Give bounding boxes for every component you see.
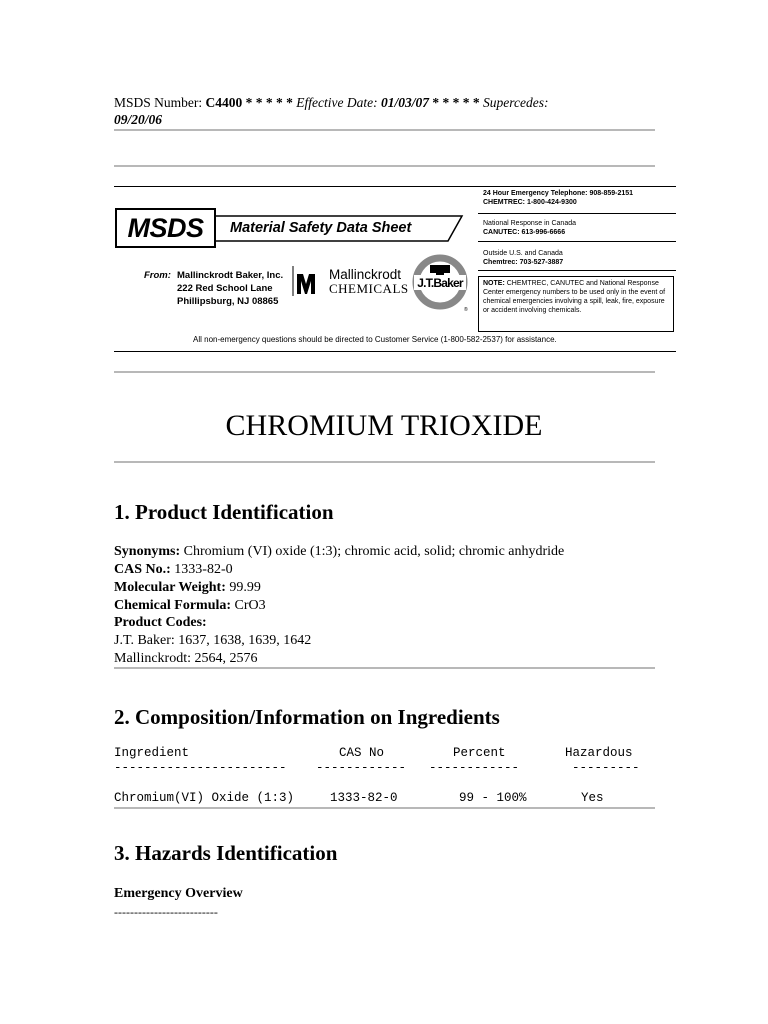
product-codes-mallinckrodt: Mallinckrodt: 2564, 2576: [114, 651, 258, 666]
field-label: Synonyms:: [114, 544, 181, 559]
product-codes-jtbaker: J.T. Baker: 1637, 1638, 1639, 1642: [114, 633, 312, 648]
banner-bottom-rule: [114, 351, 676, 352]
effective-date-label: Effective Date:: [296, 95, 378, 110]
section-heading: 1. Product Identification: [114, 500, 334, 524]
note-text: CHEMTREC, CANUTEC and National Response Center emergency numbers to be used only in the event of chemical emergencies involving a spill, leak, fire, exposure or accident involving chemicals.: [483, 280, 666, 314]
non-emergency-note: All non-emergency questions should be directed to Customer Service (1-800-582-2537) for assistance.: [193, 335, 557, 344]
emergency-phone: [483, 189, 633, 207]
column-dashes: ------------: [316, 761, 407, 775]
supercedes-date: 09/20/06: [114, 112, 163, 127]
column-header-cas: CAS No: [339, 746, 385, 760]
field-value: CrO3: [234, 598, 266, 613]
from-label: From:: [144, 270, 171, 281]
column-header-percent: Percent: [453, 746, 506, 760]
table-cell-cas: 1333-82-0: [330, 791, 398, 805]
product-codes-label: [114, 614, 207, 632]
mallinckrodt-logo-icon: [291, 266, 319, 296]
column-header-hazardous: Hazardous: [565, 746, 633, 760]
field-label: CAS No.:: [114, 562, 171, 577]
mallinckrodt-sub: CHEMICALS: [329, 281, 409, 296]
effective-date: 01/03/07: [380, 95, 429, 110]
banner-top-rule: [114, 186, 676, 187]
field-label: Product Codes:: [114, 615, 207, 630]
emergency-divider: [478, 241, 676, 242]
msds-logo: MSDS: [115, 208, 216, 248]
column-header-ingredient: Ingredient: [114, 746, 190, 760]
field-label: Molecular Weight:: [114, 580, 226, 595]
address-line: Phillipsburg, NJ 08865: [177, 296, 279, 307]
column-dashes: ---------: [572, 761, 640, 775]
column-dashes: -----------------------: [114, 761, 287, 775]
divider: [114, 667, 655, 669]
address-line: 222 Red School Lane: [177, 283, 273, 294]
note-box: [478, 276, 674, 332]
address-line: Mallinckrodt Baker, Inc.: [177, 270, 284, 281]
emergency-line: Chemtrec: 703-527-3887: [483, 259, 564, 266]
table-cell-hazardous: Yes: [581, 791, 604, 805]
jtbaker-logo-icon: [412, 253, 468, 313]
divider: [114, 371, 655, 373]
molecular-weight-row: [114, 579, 261, 597]
outside-response: [483, 249, 563, 267]
table-cell-ingredient: Chromium(VI) Oxide (1:3): [114, 791, 295, 805]
emergency-divider: [478, 213, 676, 214]
formula-row: [114, 597, 266, 615]
svg-text:®: ®: [464, 307, 468, 313]
mallinckrodt-wordmark: [329, 268, 409, 296]
divider: [114, 807, 655, 809]
msds-number: C4400: [205, 95, 243, 110]
field-value: 99.99: [229, 580, 261, 595]
subheading: Emergency Overview: [114, 886, 243, 901]
document-title: CHROMIUM TRIOXIDE: [225, 409, 543, 442]
separator-stars: * * * * *: [245, 95, 293, 110]
emergency-overview-heading: [114, 885, 243, 903]
section-heading: 2. Composition/Information on Ingredients: [114, 705, 500, 729]
supercedes-label: Supercedes:: [483, 95, 549, 110]
msds-number-label: MSDS Number:: [114, 95, 203, 110]
divider: [114, 461, 655, 463]
emergency-line: CANUTEC: 613-996-6666: [483, 229, 566, 236]
from-address: [144, 270, 284, 307]
field-value: Chromium (VI) oxide (1:3); chromic acid, solid; chromic anhydride: [183, 544, 565, 559]
emergency-line: Outside U.S. and Canada: [483, 250, 563, 257]
jtbaker-wordmark: J.T.Baker: [417, 276, 463, 290]
table-cell-percent: 99 - 100%: [459, 791, 527, 805]
canada-response: [483, 219, 576, 237]
divider: [114, 129, 655, 131]
cas-row: [114, 561, 233, 579]
column-dashes: ------------: [429, 761, 520, 775]
separator-stars: * * * * *: [432, 95, 480, 110]
sheet-title: Material Safety Data Sheet: [230, 220, 412, 236]
emergency-divider: [478, 270, 676, 271]
divider: [114, 165, 655, 167]
field-value: 1333-82-0: [174, 562, 233, 577]
mallinckrodt-name: Mallinckrodt: [329, 267, 402, 282]
msds-header-line: [114, 94, 654, 128]
subheading-underline: --------------------------: [114, 905, 218, 919]
synonyms-row: [114, 543, 564, 561]
emergency-line: CHEMTREC: 1-800-424-9300: [483, 199, 577, 206]
section-heading: 3. Hazards Identification: [114, 841, 338, 865]
emergency-line: 24 Hour Emergency Telephone: 908-859-2151: [483, 190, 634, 197]
emergency-line: National Response in Canada: [483, 220, 577, 227]
note-label: NOTE:: [483, 280, 505, 287]
field-label: Chemical Formula:: [114, 598, 232, 613]
